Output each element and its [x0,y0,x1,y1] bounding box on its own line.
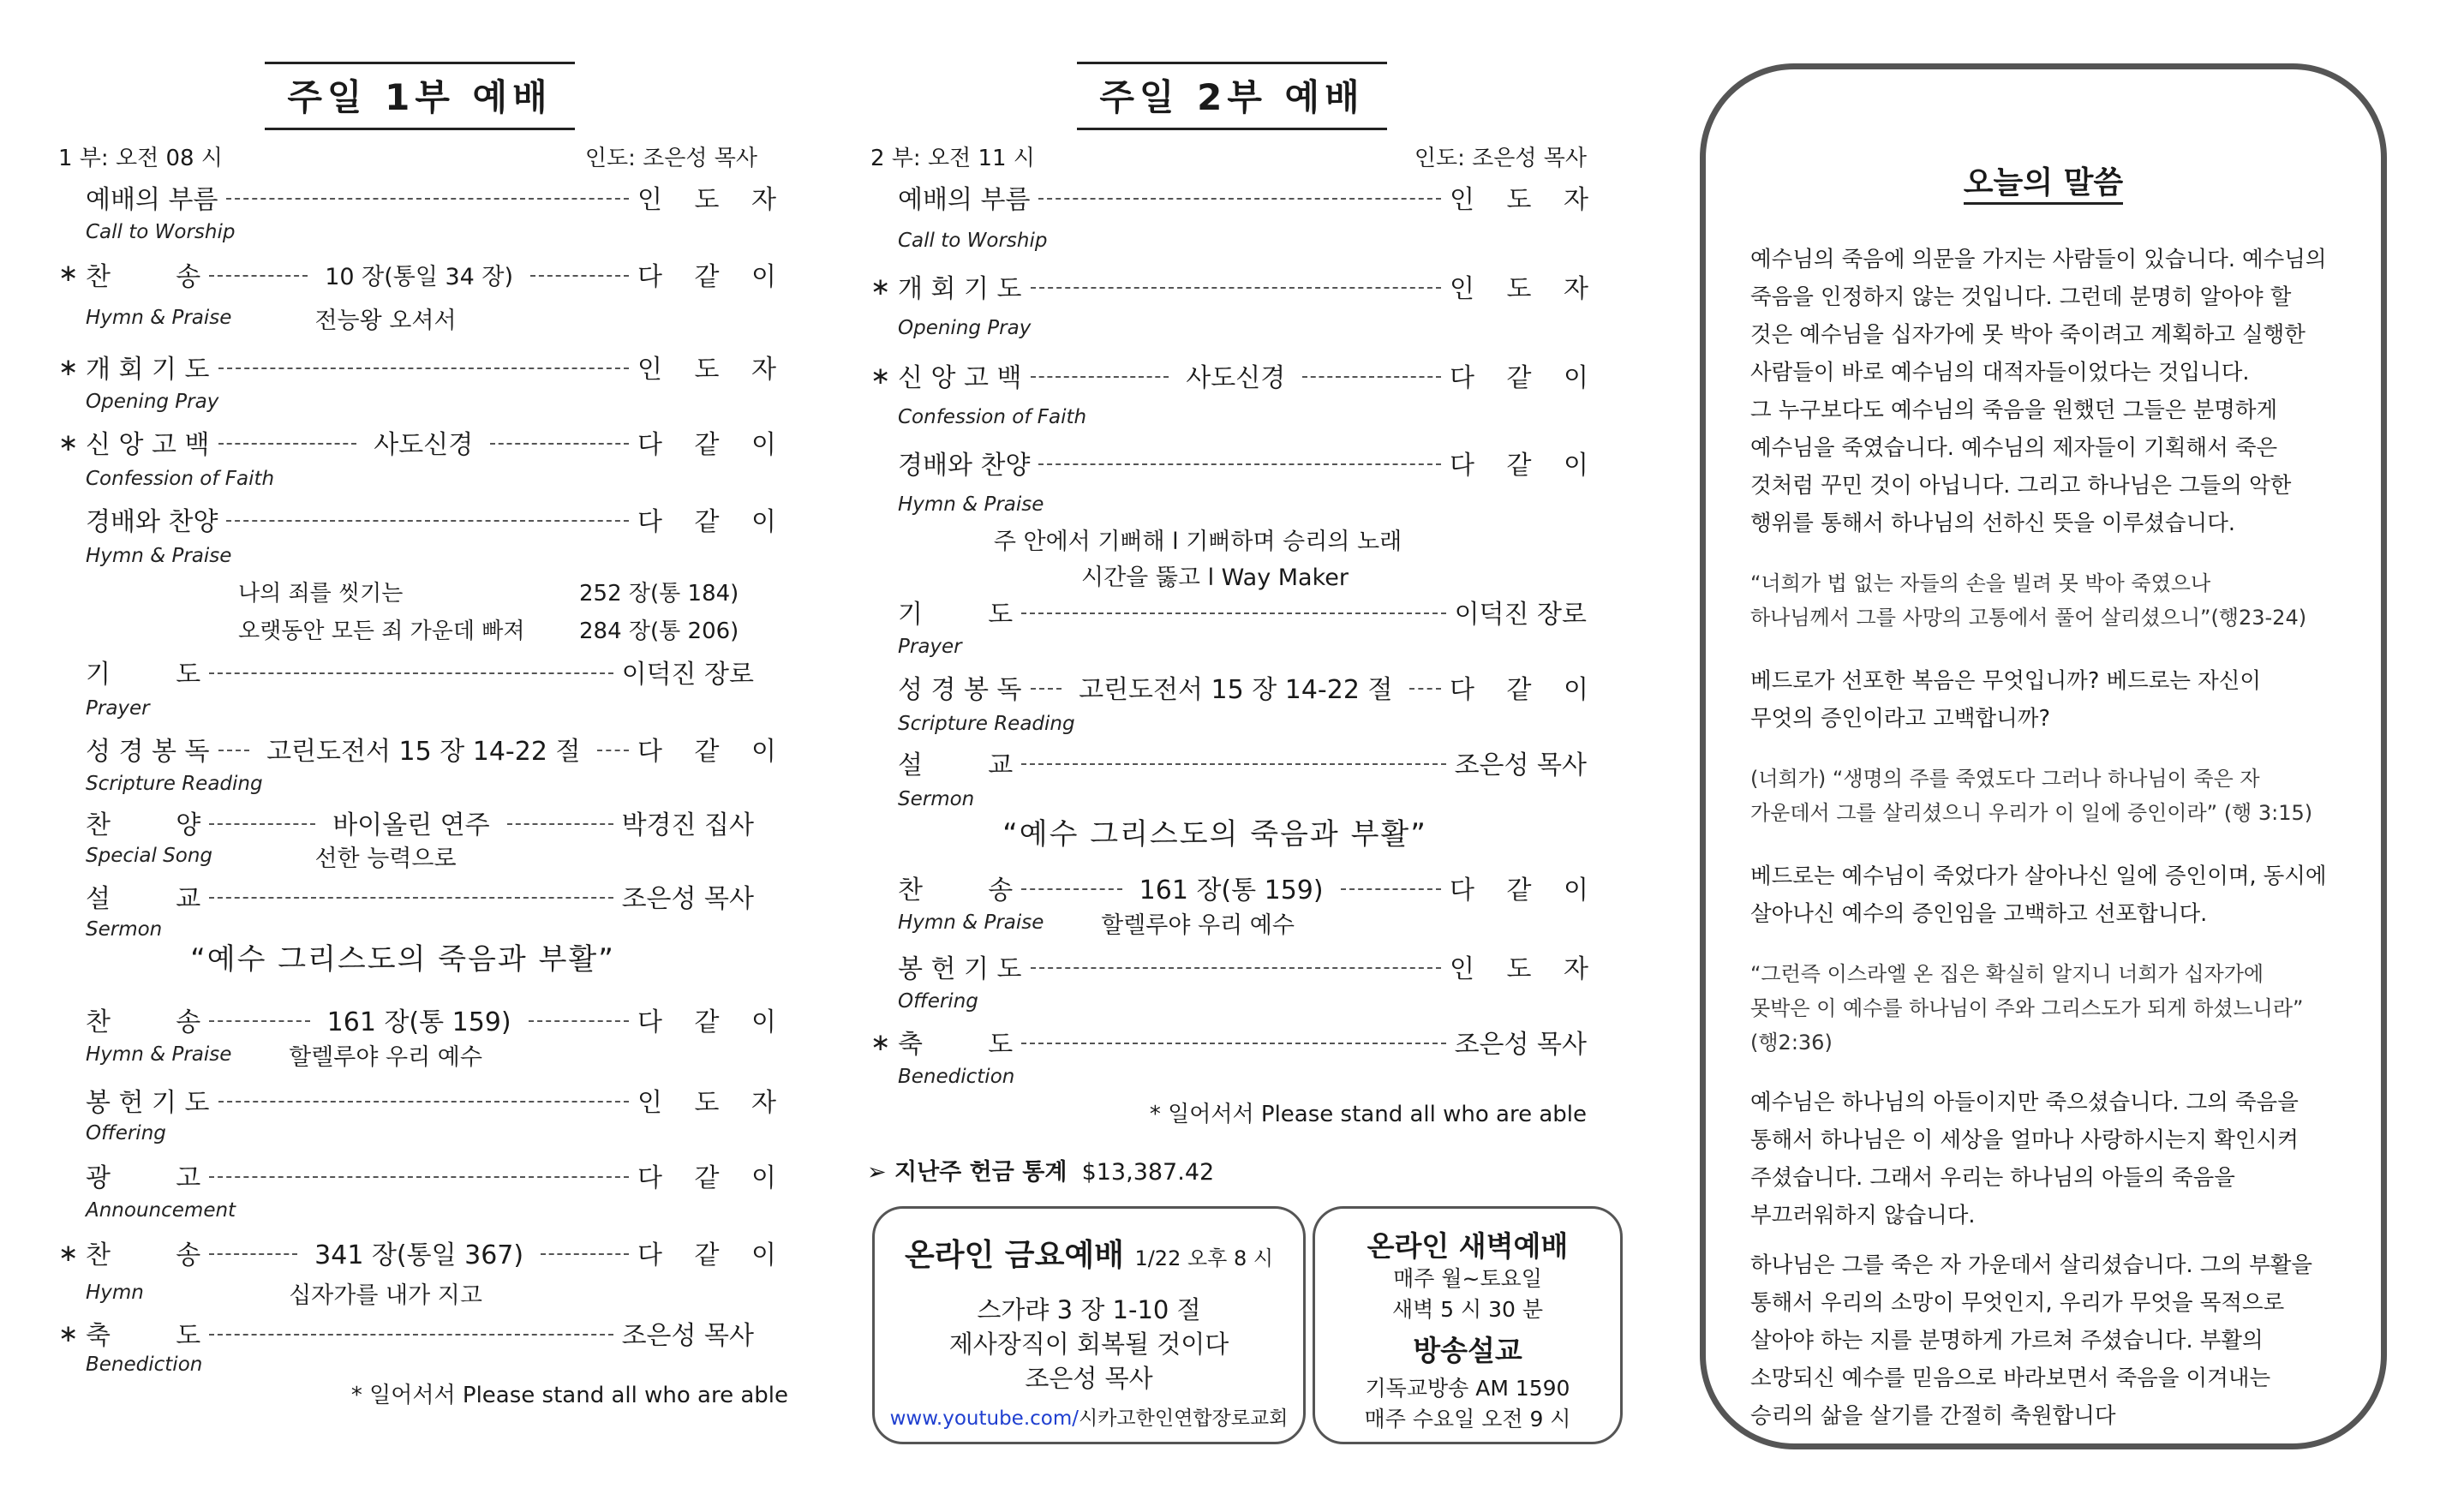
order-sub: Confession of Faith [898,406,1087,428]
hymn-title: 할렐루야 우리 예수 [289,1044,482,1071]
order-sub: Prayer [86,697,150,720]
order-row: 봉 헌 기 도 인 도 자 [898,954,1600,984]
hymn-title: 십자가를 내가 지고 [289,1282,482,1309]
order-sub: Announcement [86,1199,236,1222]
youtube-link[interactable]: www.youtube.com/ [889,1407,1079,1430]
friday-date: 1/22 오후 8 시 [1134,1246,1274,1270]
order-row: 개 회 기 도 인 도 자 [86,355,788,385]
dawn-service-box [1313,1206,1623,1444]
order-sub: Call to Worship [86,221,236,243]
order-row: 설 교 조은성 목사 [86,884,754,914]
order-row: 신 앙 고 백 사도신경 다 같 이 [86,430,788,460]
stand-mark: ∗ [870,1028,891,1056]
order-row: 찬 양 바이올린 연주 박경진 집사 [86,810,755,840]
word-quote: “그런즉 이스라엘 온 집은 확실히 알지니 너희가 십자가에 못박은 이 예수를 하나님이 주와 그리스도가 되게 하셨느니라” (행2:36) [1750,962,2304,1055]
word-paragraph: 하나님은 그를 죽은 자 가운데서 살리셨습니다. 그의 부활을 통해서 우리의 소망이 무엇인지, 우리가 무엇을 목적으로 살아야 하는 지를 분명하게 가르쳐 주셨습니다. 부활의 소망되신 예수를 믿음으로 바라보면서 죽음을 이겨내는 승리의 삶을 살기를 간절히 축원합니다 [1750,1252,2313,1429]
order-row: 예배의 부름 인 도 자 [898,185,1600,215]
dawn-title: 온라인 새벽예배 [1367,1229,1569,1263]
service1-title: 주일 1부 예배 [265,62,574,130]
order-row: 설 교 조은성 목사 [898,750,1587,780]
order-row: 기 도 이덕진 장로 [898,600,1587,630]
order-row: 찬 송 161 장(통 159) 다 같 이 [898,875,1601,905]
friday-scripture: 스가랴 3 장 1-10 절 [977,1295,1201,1324]
word-paragraph: 예수님의 죽음에 의문을 가지는 사람들이 있습니다. 예수님의 죽음을 인정하지 않는 것입니다. 그런데 분명히 알아야 할 것은 예수님을 십자가에 못 박아 죽이려고 계획하고 실행한 사람들이 바로 예수님의 대적자들이었다는 것입니다. 그 누구보다도 예수님의 죽음을 원했던 그들은 분명하게 예수님을 죽였습니다. 예수님의 제자들이 기획해서 죽은 것처럼 꾸민 것이 아닙니다. 그리고 하나님은 그들의 악한 행위를 통해서 하나님의 선하신 뜻을 이루셨습니다. [1750,247,2327,536]
service1-header [58,140,788,172]
song-number: 252 장(통 184) [579,581,739,607]
order-row: 예배의 부름 인 도 자 [86,185,788,215]
order-sub: Opening Pray [898,317,1032,339]
service2-leader: 인도: 조은성 목사 [1414,146,1587,171]
praise-songs: 시간을 뚫고 l Way Maker [1081,565,1349,591]
friday-service-box [872,1206,1306,1444]
order-sub: Call to Worship [898,230,1048,252]
order-sub: Offering [898,990,978,1013]
order-row: 찬 송 341 장(통일 367) 다 같 이 [86,1240,788,1270]
broadcast-station: 기독교방송 AM 1590 [1365,1376,1570,1401]
order-row: 경배와 찬양 다 같 이 [898,451,1600,481]
friday-sermon: 제사장직이 회복될 것이다 [948,1330,1229,1359]
church-name: 시카고한인연합장로교회 [1079,1407,1289,1430]
sermon-title: “예수 그리스도의 죽음과 부활” [190,942,615,977]
service1-leader: 인도: 조은성 목사 [584,146,757,171]
offering-stats [867,1153,1214,1186]
order-sub: Confession of Faith [86,468,275,490]
order-row: 기 도 이덕진 장로 [86,660,754,690]
friday-title: 온라인 금요예배 [904,1238,1124,1273]
song-number: 284 장(통 206) [579,619,739,644]
order-sub: Hymn [86,1282,144,1304]
order-row: 개 회 기 도 인 도 자 [898,274,1600,304]
word-title: 오늘의 말씀 [1964,165,2123,205]
order-row: 축 도 조은성 목사 [86,1321,754,1351]
order-row: 성 경 봉 독 고린도전서 15 장 14-22 절 다 같 이 [898,675,1600,705]
order-row: 경배와 찬양 다 같 이 [86,507,788,537]
hymn-title: 할렐루야 우리 예수 [1101,912,1295,939]
order-sub: Prayer [898,636,962,658]
order-row: 찬 송 161 장(통 159) 다 같 이 [86,1007,789,1037]
service2-header [870,140,1600,172]
stand-mark: ∗ [58,1239,79,1267]
order-sub: Sermon [86,918,163,941]
service2-title: 주일 2부 예배 [1077,62,1386,130]
order-sub: Benediction [898,1066,1015,1088]
dawn-time: 새벽 5 시 30 분 [1391,1297,1544,1322]
offering-amount: $13,387.42 [1081,1159,1215,1186]
stand-mark: ∗ [58,353,79,381]
order-row: 광 고 다 같 이 [86,1163,788,1193]
word-quote: “너희가 법 없는 자들의 손을 빌려 못 박아 죽였으나 하나님께서 그를 사망의 고통에서 풀어 살리셨으니”(행23-24) [1750,571,2307,630]
song-title: 나의 죄를 씻기는 [238,581,404,607]
stand-mark: ∗ [870,362,891,390]
order-row: 찬 송 10 장(통일 34 장) 다 같 이 [86,262,788,292]
word-paragraph: 베드로는 예수님이 죽었다가 살아나신 일에 증인이며, 동시에 살아나신 예수의 증인임을 고백하고 선포합니다. [1750,864,2327,927]
broadcast-time: 매주 수요일 오전 9 시 [1364,1407,1571,1431]
special-song-title: 선한 능력으로 [314,846,457,872]
word-paragraph: 베드로가 선포한 복음은 무엇입니까? 베드로는 자신이 무엇의 증인이라고 고백합니까? [1750,668,2261,732]
order-row: 신 앙 고 백 사도신경 다 같 이 [898,363,1600,393]
order-sub: Scripture Reading [86,773,263,795]
order-sub: Hymn & Praise [86,1043,232,1066]
offering-label: ➢ 지난주 헌금 통계 [867,1159,1068,1186]
friday-pastor: 조은성 목사 [1025,1364,1153,1393]
service1-time: 1 부: 오전 08 시 [58,146,223,171]
stand-mark: ∗ [870,272,891,301]
word-paragraph: 예수님은 하나님의 아들이지만 죽으셨습니다. 그의 죽음을 통해서 하나님은 이 세상을 얼마나 사랑하시는지 확인시켜 주셨습니다. 그래서 우리는 하나님의 아들의 죽음을 부끄러워하지 않습니다. [1750,1090,2299,1228]
song-title: 오랫동안 모든 죄 가운데 빠져 [238,619,525,644]
order-row: 봉 헌 기 도 인 도 자 [86,1088,788,1118]
stand-mark: ∗ [58,1319,79,1348]
stand-mark: ∗ [58,428,79,457]
stand-mark: ∗ [58,259,79,287]
service2-time: 2 부: 오전 11 시 [870,146,1035,171]
order-sub: Offering [86,1122,166,1144]
order-sub: Sermon [898,788,975,810]
order-sub: Special Song [86,845,213,867]
order-sub: Hymn & Praise [86,545,232,567]
todays-word-panel [1700,63,2387,1449]
hymn-title: 전능왕 오셔서 [314,308,457,334]
stand-note: * 일어서서 Please stand all who are able [350,1383,788,1408]
order-row: 축 도 조은성 목사 [898,1030,1587,1060]
word-quote: (너희가) “생명의 주를 죽였도다 그러나 하나님이 죽은 자 가운데서 그를 살리셨으니 우리가 이 일에 증인이라” (행 3:15) [1750,767,2313,825]
dawn-days: 매주 월~토요일 [1393,1266,1542,1291]
order-sub: Hymn & Praise [86,307,232,329]
broadcast-title: 방송설교 [1413,1334,1522,1367]
order-sub: Hymn & Praise [898,911,1044,934]
praise-songs: 주 안에서 기뻐해 l 기뻐하며 승리의 노래 [993,529,1402,555]
order-sub: Hymn & Praise [898,493,1044,516]
order-sub: Opening Pray [86,391,219,413]
stand-note: * 일어서서 Please stand all who are able [1149,1102,1587,1127]
order-sub: Scripture Reading [898,713,1075,735]
order-row: 성 경 봉 독 고린도전서 15 장 14-22 절 다 같 이 [86,737,788,767]
sermon-title: “예수 그리스도의 죽음과 부활” [1002,817,1427,852]
order-sub: Benediction [86,1354,203,1376]
